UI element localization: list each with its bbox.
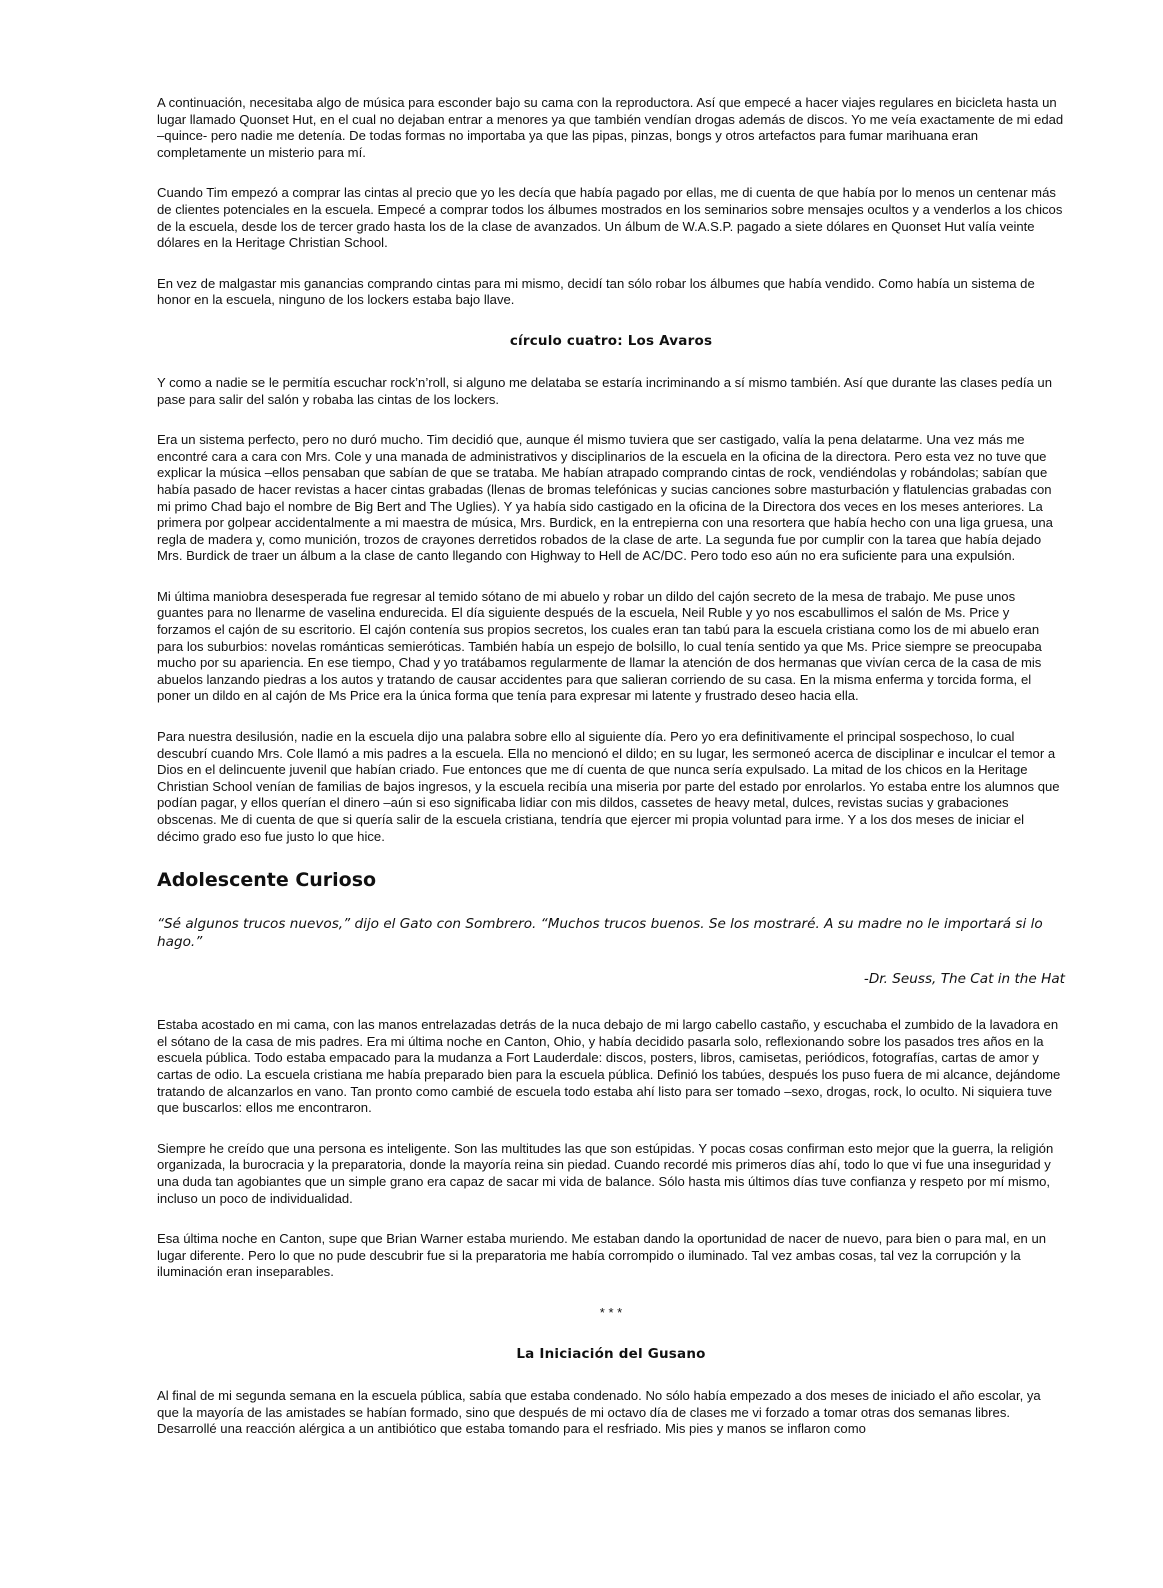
paragraph: Estaba acostado en mi cama, con las manos entrelazadas detrás de la nuca debajo de mi largo cabello castaño, y escuchaba el zumbido de la lavadora en el sótano de la casa de mis padres. Era mi última noche en Canton, Ohio, y había decidido pasarla solo, reflexionando sobre los pasados tres años en la escuela pública. Todo estaba empacado para la mudanza a Fort Lauderdale: discos, posters, libros, camisetas, periódicos, fotografías, cartas de amor y cartas de odio. La escuela cristiana me había preparado bien para la escuela pública. Definió los tabúes, después los puso fuera de mi alcance, dejándome tratando de alcanzarlos en vano. Tan pronto como cambié de escuela todo estaba ahí listo para ser tomado –sexo, drogas, rock, lo oculto. Ni siquiera tuve que buscarlos: ellos me encontraron. [157, 1017, 1061, 1116]
document-page [157, 95, 1065, 1462]
paragraph: Y como a nadie se le permitía escuchar rock’n’roll, si alguno me delataba se estaría incriminando a sí mismo también. Así que durante las clases pedía un pase para salir del salón y robaba las cintas de los lockers. [157, 374, 1052, 407]
chapter-title: Adolescente Curioso [157, 869, 377, 892]
section-subheading: La Iniciación del Gusano [516, 1345, 706, 1362]
paragraph: Al final de mi segunda semana en la escuela pública, sabía que estaba condenado. No sólo había empezado a dos meses de iniciado el año escolar, ya que la mayoría de las amistades se habían formado, sino que después de mi octavo día de clases me vi forzado a tomar otras dos semanas libres. Desarrollé una reacción alérgica a un antibiótico que estaba tomando para el resfriado. Mis pies y manos se inflaron como [157, 1387, 1041, 1437]
paragraph: Cuando Tim empezó a comprar las cintas al precio que yo les decía que había pagado por ellas, me di cuenta de que había por lo menos un centenar más de clientes potenciales en la escuela. Empecé a comprar todos los álbumes mostrados en los seminarios sobre mensajes ocultos y a venderlos a los chicos de la escuela, desde los de tercer grado hasta los de la clase de avanzados. Un álbum de W.A.S.P. pagado a siete dólares en Quonset Hut valía veinte dólares en la Heritage Christian School. [157, 185, 1063, 251]
paragraph: Mi última maniobra desesperada fue regresar al temido sótano de mi abuelo y robar un dildo del cajón secreto de la mesa de trabajo. Me puse unos guantes para no llenarme de vaselina endurecida. El día siguiente después de la escuela, Neil Ruble y yo nos escabullimos el salón de Ms. Price y forzamos el cajón de su escritorio. El cajón contenía sus propios secretos, los cuales eran tan tabú para la escuela cristiana como los de mi abuelo eran para los suburbios: novelas románticas semieróticas. También había un espejo de bolsillo, lo cual tenía sentido ya que Ms. Price siempre se preocupaba mucho por su apariencia. En ese tiempo, Chad y yo tratábamos regularmente de llamar la atención de dos hermanas que vivían cerca de la casa de mis abuelos lanzando piedras a los autos y tratando de causar accidentes para que salieran corriendo de su casa. En la misma enferma y torcida forma, el poner un dildo en al cajón de Ms Price era la única forma que tenía para expresar mi latente y frustrado deseo hacia ella. [157, 588, 1042, 704]
paragraph: En vez de malgastar mis ganancias comprando cintas para mi mismo, decidí tan sólo robar los álbumes que había vendido. Como había un sistema de honor en la escuela, ninguno de los lockers estaba bajo llave. [157, 275, 1035, 308]
section-separator: * * * [599, 1304, 623, 1320]
epigraph-quote: “Sé algunos trucos nuevos,” dijo el Gato con Sombrero. “Muchos trucos buenos. Se los mostraré. A su madre no le importará si lo hago.” [157, 916, 1043, 951]
paragraph: Para nuestra desilusión, nadie en la escuela dijo una palabra sobre ello al siguiente día. Pero yo era definitivamente el principal sospechoso, lo cual descubrí cuando Mrs. Cole llamó a mis padres a la escuela. Ella no mencionó el dildo; en su lugar, les sermoneó acerca de disciplinar e inculcar el temor a Dios en el delincuente juvenil que habían criado. Fue entonces que me dí cuenta de que nunca sería expulsado. La mitad de los chicos en la Heritage Christian School venían de familias de bajos ingresos, y la escuela recibía una miseria por parte del estado por enrolarlos. Yo estaba entre los alumnos que podían pagar, y ellos querían el dinero –aún si eso significaba lidiar con mis dildos, cassetes de heavy metal, dulces, revistas sucias y grabaciones obscenas. Me di cuenta de que si quería salir de la escuela cristiana, tendría que ejercer mi propia voluntad para irme. Y a los dos meses de iniciar el décimo grado eso fue justo lo que hice. [157, 729, 1060, 844]
paragraph: A continuación, necesitaba algo de música para esconder bajo su cama con la reproductora. Así que empecé a hacer viajes regulares en bicicleta hasta un lugar llamado Quonset Hut, en el cual no dejaban entrar a menores ya que también vendían drogas además de discos. Yo me veía exactamente de mi edad –quince- pero nadie me detenía. De todas formas no importaba ya que las pipas, pinzas, bongs y otros artefactos para fumar marihuana eran completamente un misterio para mí. [157, 95, 1064, 160]
paragraph: Siempre he creído que una persona es inteligente. Son las multitudes las que son estúpidas. Y pocas cosas confirman esto mejor que la guerra, la religión organizada, la burocracia y la preparatoria, donde la mayoría reina sin piedad. Cuando recordé mis primeros días ahí, todo lo que vi fue una inseguridad y una duda tan agobiantes que un simple grano era capaz de sacar mi vida de balance. Sólo hasta mis últimos días tuve confianza y respeto por mí mismo, incluso un poco de individualidad. [157, 1140, 1054, 1206]
epigraph-attribution: -Dr. Seuss, The Cat in the Hat [863, 971, 1065, 988]
paragraph: Esa última noche en Canton, supe que Brian Warner estaba muriendo. Me estaban dando la oportunidad de nacer de nuevo, para bien o para mal, en un lugar diferente. Pero lo que no pude descubrir fue si la preparatoria me había corrompido o iluminado. Tal vez ambas cosas, tal vez la corrupción y la iluminación eran inseparables. [157, 1231, 1047, 1280]
paragraph: Era un sistema perfecto, pero no duró mucho. Tim decidió que, aunque él mismo tuviera que ser castigado, valía la pena delatarme. Una vez más me encontré cara a cara con Mrs. Cole y una manada de administrativos y disciplinarios de la escuela en la oficina de la directora. Pero esta vez no tuve que explicar la música –ellos pensaban que sabían de que se trataba. Me habían atrapado comprando cintas de rock, vendiéndolas y robándolas; sabían que había pasado de hacer revistas a hacer cintas grabadas (llenas de bromas telefónicas y sucias canciones sobre masturbación y flatulencias grabadas con mi primo Chad bajo el nombre de Big Bert and The Uglies). Y ya había sido castigado en la oficina de la Directora dos veces en los meses anteriores. La primera por golpear accidentalmente a mi maestra de música, Mrs. Burdick, en la entrepierna con una resortera que había hecho con una liga gruesa, una regla de madera y, como munición, trozos de crayones derretidos robados de la clase de arte. La segunda fue por cumplir con la tarea que había dejado Mrs. Burdick de traer un álbum a la clase de canto llegando con Highway to Hell de AC/DC. Pero todo eso aún no era suficiente para una expulsión. [157, 432, 1053, 564]
section-subheading: círculo cuatro: Los Avaros [509, 332, 713, 349]
